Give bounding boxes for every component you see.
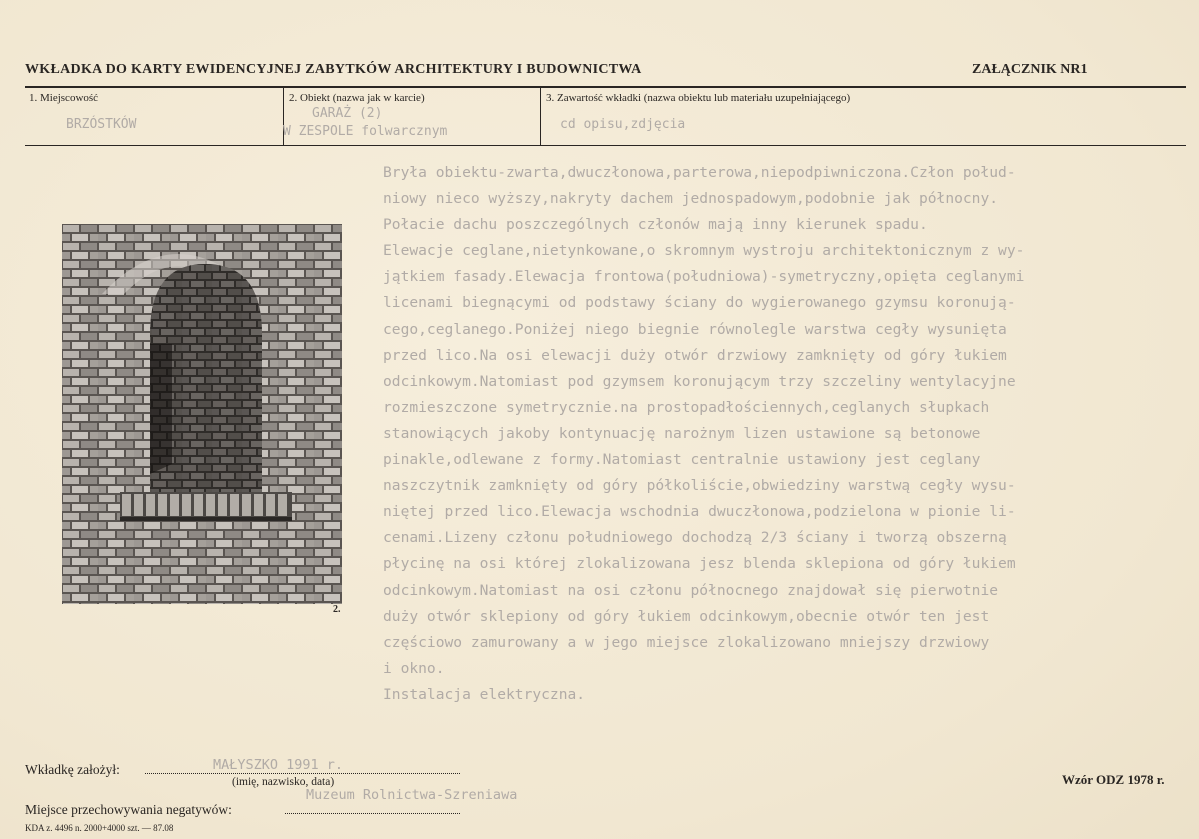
description-line: jątkiem fasady.Elewacja frontowa(południowa)-symetryczny,opięta ceglanymi xyxy=(383,268,1025,286)
content-label: 3. Zawartość wkładki (nazwa obiektu lub materiału uzupełniającego) xyxy=(546,92,851,104)
locality-label: 1. Miejscowość xyxy=(29,92,99,104)
description-line: Bryła obiektu-zwarta,dwuczłonowa,parterowa,niepodpiwniczona.Człon połud- xyxy=(383,164,1016,181)
author-dotted-line xyxy=(145,773,460,774)
description-line: stanowiących jakoby kontynuację narożnym lizen ustawione są betonowe xyxy=(383,424,981,442)
description-line: niowy nieco wyższy,nakryty dachem jednospadowym,podobnie jak północny. xyxy=(383,190,999,208)
annex-number: ZAŁĄCZNIK NR1 xyxy=(972,62,1088,77)
description-line: płycinę na osi której zlokalizowana jesz blenda sklepiona od góry łukiem xyxy=(383,555,1016,573)
description-line: i okno. xyxy=(383,659,445,677)
object-label: 2. Obiekt (nazwa jak w karcie) xyxy=(289,92,425,104)
description-line: pinakle,odlewane z formy.Natomiast centralnie ustawiony jest ceglany xyxy=(383,451,981,469)
description-line: przed lico.Na osi elewacji duży otwór drzwiowy zamknięty od góry łukiem xyxy=(383,346,1007,364)
locality-value: BRZÓSTKÓW xyxy=(66,117,137,132)
author-value: MAŁYSZKO 1991 r. xyxy=(213,757,344,773)
photo-number: 2. xyxy=(333,604,341,615)
object-description xyxy=(383,160,1143,708)
negatives-value: Muzeum Rolnictwa-Szreniawa xyxy=(306,787,518,803)
object-value-line1: GARAŻ (2) xyxy=(312,106,383,121)
header-rule xyxy=(25,86,1186,88)
description-line: cenami.Lizeny członu południowego dochodzą 2/3 ściany i tworzą obszerną xyxy=(383,529,1007,547)
negatives-dotted-line xyxy=(285,813,460,814)
field-divider xyxy=(540,88,541,145)
description-line: niętej przed lico.Elewacja wschodnia dwuczłonowa,podzielona w pionie li- xyxy=(383,503,1016,521)
fields-rule xyxy=(25,145,1186,146)
content-value: cd opisu,zdjęcia xyxy=(560,117,686,132)
description-line: naszczytnik zamknięty od góry półkoliście,obwiedziny warstwą cegły wysu- xyxy=(383,477,1016,495)
description-line: częściowo zamurowany a w jego miejsce zlokalizowano mniejszy drzwiowy xyxy=(383,633,990,651)
description-line: Połacie dachu poszczególnych członów mają inny kierunek spadu. xyxy=(383,216,928,234)
description-line: odcinkowym.Natomiast na osi członu północnego znajdował się pierwotnie xyxy=(383,581,999,599)
photo-brick-niche xyxy=(62,224,342,604)
card-title: WKŁADKA DO KARTY EWIDENCYJNEJ ZABYTKÓW ARCHITEKTURY I BUDOWNICTWA xyxy=(25,62,642,77)
object-value-line2: W ZESPOLE folwarcznym xyxy=(283,124,448,139)
author-label: Wkładkę założył: xyxy=(25,762,120,777)
description-line: duży otwór sklepiony od góry łukiem odcinkowym,obecnie otwór ten jest xyxy=(383,607,990,625)
negatives-label: Miejsce przechowywania negatywów: xyxy=(25,802,232,817)
print-code: KDA z. 4496 n. 2000+4000 szt. — 87.08 xyxy=(25,823,174,833)
description-line: rozmieszczone symetrycznie.na prostopadłościennych,ceglanych słupkach xyxy=(383,398,990,416)
description-line: odcinkowym.Natomiast pod gzymsem koronującym trzy szczeliny wentylacyjne xyxy=(383,372,1016,390)
description-line: Elewacje ceglane,nietynkowane,o skromnym wystroju architektonicznym z wy- xyxy=(383,242,1025,260)
description-line: cego,ceglanego.Poniżej niego biegnie równolegle warstwa cegły wysunięta xyxy=(383,320,1007,338)
description-line: licenami biegnącymi od podstawy ściany do wygierowanego gzymsu koronują- xyxy=(383,294,1016,312)
description-line: Instalacja elektryczna. xyxy=(383,685,586,703)
form-model: Wzór ODZ 1978 r. xyxy=(1062,772,1165,787)
author-hint: (imię, nazwisko, data) xyxy=(232,776,335,788)
